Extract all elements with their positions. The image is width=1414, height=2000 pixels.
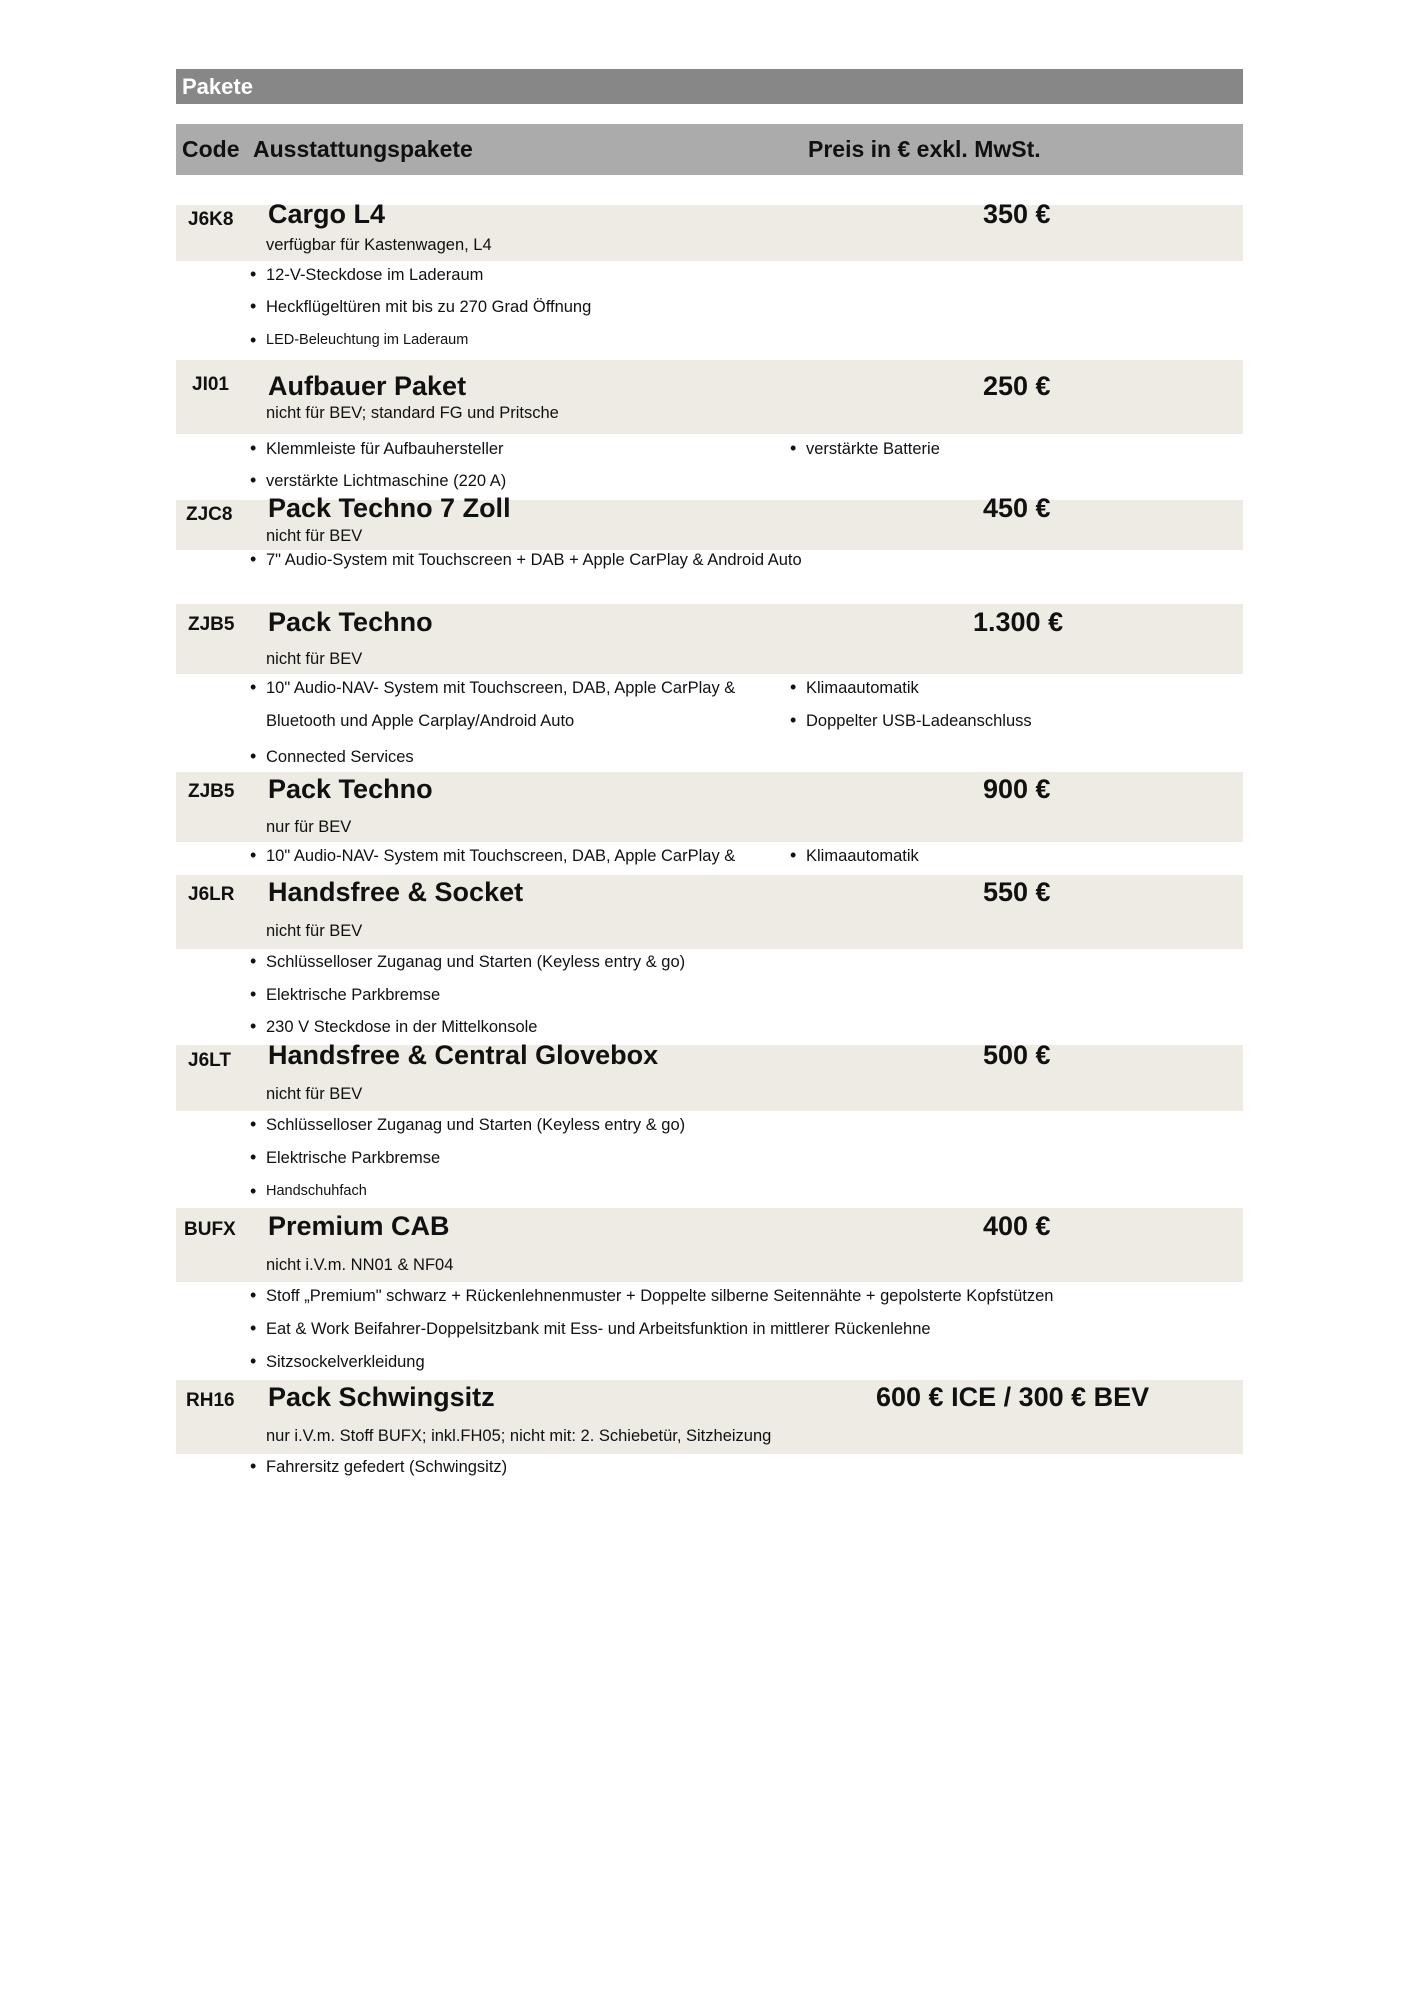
list-item: • Schlüsselloser Zuganag und Starten (Keyless entry & go) — [266, 1116, 685, 1135]
list-item: • 7" Audio-System mit Touchscreen + DAB + Apple CarPlay & Android Auto — [266, 551, 802, 570]
list-item: • LED-Beleuchtung im Laderaum — [266, 332, 468, 348]
header-price: Preis in € exkl. MwSt. — [808, 136, 1041, 162]
list-item-continuation: Bluetooth und Apple Carplay/Android Auto — [266, 712, 575, 730]
package-name: Pack Techno — [268, 607, 433, 637]
list-item: • Handschuhfach — [266, 1183, 367, 1199]
package-name: Cargo L4 — [268, 199, 386, 229]
package-price: 450 € — [983, 493, 1051, 523]
package-name: Pack Techno — [268, 774, 433, 804]
package-note: nicht für BEV — [266, 650, 363, 668]
package-price: 500 € — [983, 1040, 1051, 1070]
list-item: • Stoff „Premium" schwarz + Rückenlehnenmuster + Doppelte silberne Seitennähte + gepolsterte Kopfstützen — [266, 1287, 1053, 1306]
package-name: Pack Techno 7 Zoll — [268, 493, 511, 523]
package-price: 550 € — [983, 877, 1051, 907]
list-item: • Heckflügeltüren mit bis zu 270 Grad Öffnung — [266, 298, 591, 317]
package-code: RH16 — [186, 1390, 235, 1411]
package-price: 600 € ICE / 300 € BEV — [876, 1382, 1150, 1412]
package-note: nicht für BEV — [266, 1085, 363, 1103]
package-name: Handsfree & Central Glovebox — [268, 1040, 659, 1070]
list-item: • Connected Services — [266, 748, 414, 767]
list-item: • 230 V Steckdose in der Mittelkonsole — [266, 1018, 538, 1037]
list-item: • Schlüsselloser Zuganag und Starten (Keyless entry & go) — [266, 953, 685, 972]
list-item: • Elektrische Parkbremse — [266, 986, 440, 1005]
package-note: nicht für BEV; standard FG und Pritsche — [266, 404, 559, 422]
section-title: Pakete — [176, 69, 1243, 104]
list-item: • Sitzsockelverkleidung — [266, 1353, 425, 1372]
package-note: nicht für BEV — [266, 922, 363, 940]
list-item: • Klemmleiste für Aufbauhersteller — [266, 440, 504, 459]
list-item: • Fahrersitz gefedert (Schwingsitz) — [266, 1458, 507, 1477]
package-name: Handsfree & Socket — [268, 877, 524, 907]
package-name: Pack Schwingsitz — [268, 1382, 495, 1412]
package-price: 400 € — [983, 1211, 1051, 1241]
package-code: J6LT — [188, 1050, 231, 1071]
package-code: BUFX — [184, 1219, 236, 1240]
list-item: • Klimaautomatik — [806, 847, 919, 866]
package-code: ZJC8 — [186, 504, 233, 525]
package-price: 350 € — [983, 199, 1051, 229]
header-code: Code — [182, 136, 240, 162]
package-note: nicht i.V.m. NN01 & NF04 — [266, 1256, 454, 1274]
table-header — [176, 124, 1243, 175]
list-item: • 10" Audio-NAV- System mit Touchscreen, DAB, Apple CarPlay & — [266, 679, 735, 698]
list-item: • verstärkte Batterie — [806, 440, 940, 459]
package-note: nur i.V.m. Stoff BUFX; inkl.FH05; nicht mit: 2. Schiebetür, Sitzheizung — [266, 1427, 772, 1445]
package-name: Aufbauer Paket — [268, 371, 467, 401]
list-item: • Elektrische Parkbremse — [266, 1149, 440, 1168]
package-price: 1.300 € — [973, 607, 1064, 637]
list-item: • 12-V-Steckdose im Laderaum — [266, 266, 483, 285]
package-note: nur für BEV — [266, 818, 352, 836]
list-item: • Klimaautomatik — [806, 679, 919, 698]
list-item: • verstärkte Lichtmaschine (220 A) — [266, 472, 506, 491]
list-item: • 10" Audio-NAV- System mit Touchscreen, DAB, Apple CarPlay & — [266, 847, 735, 866]
package-code: J6LR — [188, 884, 235, 905]
package-code: JI01 — [192, 374, 229, 395]
package-code: ZJB5 — [188, 781, 235, 802]
header-packages: Ausstattungspakete — [253, 136, 473, 162]
package-note: verfügbar für Kastenwagen, L4 — [266, 236, 492, 254]
package-price: 900 € — [983, 774, 1051, 804]
package-name: Premium CAB — [268, 1211, 450, 1241]
package-note: nicht für BEV — [266, 527, 363, 545]
package-price: 250 € — [983, 371, 1051, 401]
list-item: • Doppelter USB-Ladeanschluss — [806, 712, 1032, 731]
package-code: ZJB5 — [188, 614, 235, 635]
list-item: • Eat & Work Beifahrer-Doppelsitzbank mit Ess- und Arbeitsfunktion in mittlerer Rückenlehne — [266, 1320, 931, 1339]
package-code: J6K8 — [188, 209, 234, 230]
